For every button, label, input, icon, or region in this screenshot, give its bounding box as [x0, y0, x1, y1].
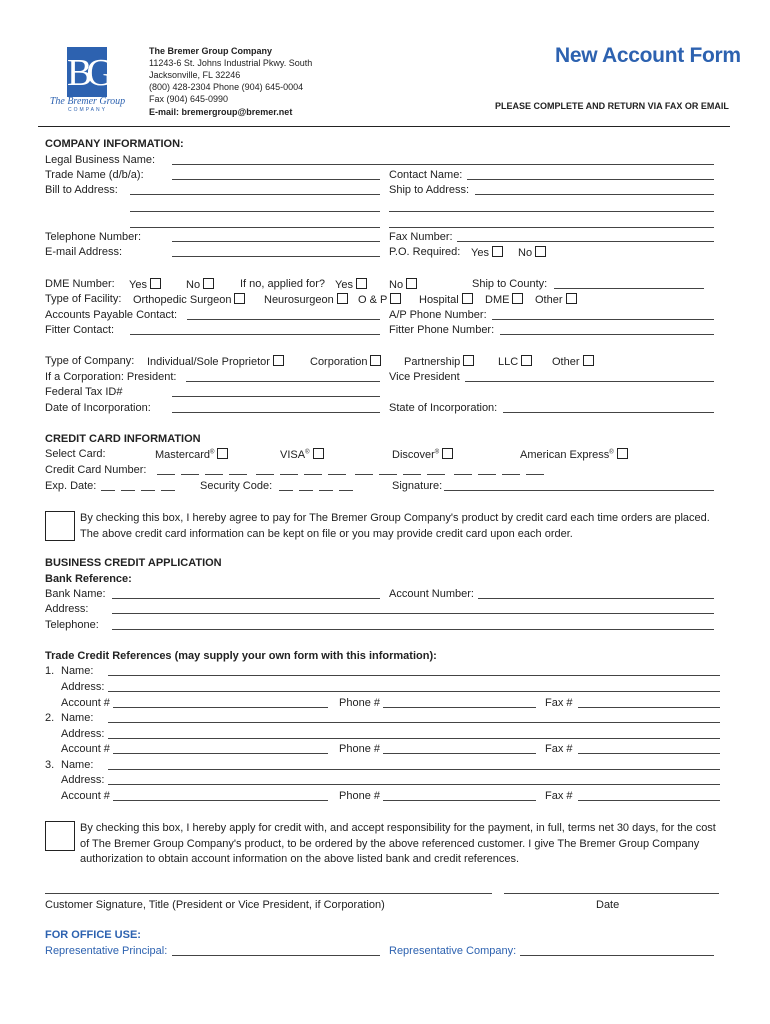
bank-telephone-field[interactable] — [112, 629, 714, 630]
card-discover-option[interactable] — [392, 448, 453, 461]
dme-no-checkbox[interactable] — [203, 278, 214, 289]
facility-neuro-checkbox[interactable] — [337, 293, 348, 304]
facility-op-checkbox[interactable] — [390, 293, 401, 304]
security-code-field[interactable] — [279, 482, 359, 494]
amex-checkbox[interactable] — [617, 448, 628, 459]
credit-card-heading: CREDIT CARD INFORMATION — [45, 433, 201, 445]
legal-name-field[interactable] — [172, 164, 714, 165]
incorporation-date-field[interactable] — [172, 412, 380, 413]
po-no-option[interactable] — [518, 246, 546, 259]
ref2-name-label: Name: — [61, 712, 94, 724]
form-title: New Account Form — [555, 44, 741, 67]
po-yes-option[interactable] — [471, 246, 503, 259]
facility-other-checkbox[interactable] — [566, 293, 577, 304]
po-yes-checkbox[interactable] — [492, 246, 503, 257]
business-credit-heading: BUSINESS CREDIT APPLICATION — [45, 557, 222, 569]
ref1-account-label: Account # — [61, 697, 110, 709]
applied-yes-option[interactable] — [335, 278, 367, 291]
rep-company-label: Representative Company: — [389, 945, 517, 957]
fitter-contact-field[interactable] — [130, 334, 380, 335]
logo-text: The Bremer Group — [49, 96, 126, 107]
card-mastercard-option[interactable] — [155, 448, 228, 461]
contact-name-label: Contact Name: — [389, 169, 463, 181]
ref3-account-label: Account # — [61, 790, 110, 802]
bank-name-label: Bank Name: — [45, 588, 106, 600]
trade-name-label: Trade Name (d/b/a): — [45, 169, 144, 181]
card-number-field[interactable] — [157, 466, 550, 478]
date-field[interactable] — [504, 893, 719, 894]
bill-to-field-3[interactable] — [130, 227, 380, 228]
vice-president-label: Vice President — [389, 371, 460, 383]
facility-other-label: Other — [535, 294, 563, 306]
ref2-phone-field[interactable] — [383, 753, 536, 754]
form-instruction: PLEASE COMPLETE AND RETURN VIA FAX OR EMAIL — [495, 101, 729, 111]
facility-dme-label: DME — [485, 294, 510, 306]
company-logo — [45, 47, 130, 115]
exp-date-field[interactable] — [101, 482, 181, 494]
ref3-name-label: Name: — [61, 759, 94, 771]
ref1-address-label: Address: — [61, 681, 105, 693]
president-label: If a Corporation: President: — [45, 371, 177, 383]
cc-signature-label: Signature: — [392, 480, 443, 492]
header-address-1: 11243-6 St. Johns Industrial Pkwy. South — [149, 58, 313, 68]
facility-op-label: O & P — [358, 294, 388, 306]
bank-telephone-label: Telephone: — [45, 619, 99, 631]
facility-dme-option[interactable] — [485, 293, 523, 306]
bill-to-label: Bill to Address: — [45, 184, 118, 196]
fax-field[interactable] — [457, 241, 714, 242]
type-sole-label: Individual/Sole Proprietor — [147, 356, 270, 368]
header-fax: Fax (904) 645-0990 — [149, 94, 229, 104]
bank-name-field[interactable] — [112, 598, 380, 599]
type-llc-label: LLC — [498, 356, 519, 368]
dme-no-label: No — [186, 279, 201, 291]
facility-neuro-option[interactable] — [264, 293, 348, 306]
header-company-name: The Bremer Group Company — [149, 46, 273, 56]
fitter-phone-field[interactable] — [500, 334, 714, 335]
telephone-field[interactable] — [172, 241, 380, 242]
discover-reg: ® — [434, 449, 440, 456]
card-number-label: Credit Card Number: — [45, 464, 147, 476]
trade-name-field[interactable] — [172, 179, 380, 180]
rep-principal-label: Representative Principal: — [45, 945, 168, 957]
visa-reg: ® — [305, 449, 310, 456]
po-no-checkbox[interactable] — [535, 246, 546, 257]
ref2-fax-label: Fax # — [545, 743, 573, 755]
date-label: Date — [596, 899, 620, 911]
tax-id-label: Federal Tax ID# — [45, 386, 123, 398]
president-field[interactable] — [186, 381, 380, 382]
logo-letters: BG — [67, 52, 108, 94]
facility-dme-checkbox[interactable] — [512, 293, 523, 304]
type-partnership-option[interactable] — [404, 355, 474, 368]
fax-label: Fax Number: — [389, 231, 453, 243]
select-card-label: Select Card: — [45, 448, 106, 460]
card-amex-option[interactable] — [520, 448, 628, 461]
ap-contact-field[interactable] — [187, 319, 380, 320]
ship-to-field-3[interactable] — [389, 227, 714, 228]
ref3-phone-field[interactable] — [383, 800, 536, 801]
mastercard-reg: ® — [210, 449, 215, 456]
type-other-option[interactable] — [552, 355, 594, 368]
applied-yes-checkbox[interactable] — [356, 278, 367, 289]
applied-for-label: If no, applied for? — [240, 278, 326, 290]
dme-yes-option[interactable] — [129, 278, 161, 291]
ref3-address-field[interactable] — [108, 784, 720, 785]
facility-op-option[interactable] — [358, 293, 401, 306]
credit-agreement-text: By checking this box, I hereby apply for credit with, and accept responsibility for the payment, in full, terms net 30 days, for the cost of The Bremer Group Company's product, to be ordered by the above referenced customer. I give The Bremer Group Company authorization to obtain account information on the above listed bank and credit references. — [80, 822, 716, 865]
account-number-label: Account Number: — [389, 588, 474, 600]
fitter-phone-label: Fitter Phone Number: — [389, 324, 495, 336]
ref1-phone-field[interactable] — [383, 707, 536, 708]
ref1-fax-label: Fax # — [545, 697, 573, 709]
ref2-fax-field[interactable] — [578, 753, 720, 754]
facility-hospital-option[interactable] — [419, 293, 473, 306]
type-sole-option[interactable] — [147, 355, 284, 368]
cc-signature-field[interactable] — [444, 490, 714, 491]
header-email: E-mail: bremergroup@bremer.net — [149, 107, 293, 117]
header-divider — [38, 126, 730, 127]
company-heading: COMPANY INFORMATION: — [45, 138, 184, 150]
po-yes-label: Yes — [471, 247, 489, 259]
ref3-number: 3. — [45, 759, 55, 771]
po-required-label: P.O. Required: — [389, 246, 461, 258]
visa-label: VISA — [280, 449, 306, 461]
bank-address-field[interactable] — [112, 613, 714, 614]
visa-checkbox[interactable] — [313, 448, 324, 459]
applied-no-checkbox[interactable] — [406, 278, 417, 289]
facility-label: Type of Facility: — [45, 293, 122, 305]
facility-ortho-label: Orthopedic Surgeon — [133, 294, 232, 306]
mastercard-checkbox[interactable] — [217, 448, 228, 459]
applied-yes-label: Yes — [335, 279, 353, 291]
fitter-contact-label: Fitter Contact: — [45, 324, 115, 336]
dme-no-option[interactable] — [186, 278, 214, 291]
ref3-name-field[interactable] — [108, 769, 720, 770]
ref2-account-label: Account # — [61, 743, 110, 755]
header-address-2: Jacksonville, FL 32246 — [149, 70, 241, 80]
ref3-fax-field[interactable] — [578, 800, 720, 801]
ref2-phone-label: Phone # — [339, 743, 380, 755]
ref1-address-field[interactable] — [108, 691, 720, 692]
type-partnership-label: Partnership — [404, 356, 461, 368]
customer-signature-field[interactable] — [45, 893, 492, 894]
type-sole-checkbox[interactable] — [273, 355, 284, 366]
discover-label: Discover — [392, 449, 435, 461]
logo-subtext: COMPANY — [68, 107, 107, 113]
legal-name-label: Legal Business Name: — [45, 154, 156, 166]
facility-ortho-option[interactable] — [133, 293, 245, 306]
rep-principal-field[interactable] — [172, 955, 380, 956]
card-visa-option[interactable] — [280, 448, 324, 461]
contact-name-field[interactable] — [467, 179, 714, 180]
tax-id-field[interactable] — [172, 396, 380, 397]
type-corporation-option[interactable] — [310, 355, 381, 368]
ref2-name-field[interactable] — [108, 722, 720, 723]
ref2-number: 2. — [45, 712, 55, 724]
ship-county-label: Ship to County: — [472, 278, 548, 290]
ap-phone-label: A/P Phone Number: — [389, 309, 487, 321]
discover-checkbox[interactable] — [442, 448, 453, 459]
cc-agreement-text: By checking this box, I hereby agree to pay for The Bremer Group Company's product by credit card each time orders are placed. The above credit card information can be kept on file or you may provide credit card upon each order. — [80, 512, 710, 540]
facility-ortho-checkbox[interactable] — [234, 293, 245, 304]
incorporation-state-field[interactable] — [503, 412, 714, 413]
type-partnership-checkbox[interactable] — [463, 355, 474, 366]
type-corporation-checkbox[interactable] — [370, 355, 381, 366]
type-corporation-label: Corporation — [310, 356, 368, 368]
security-code-label: Security Code: — [200, 480, 273, 492]
ref3-address-label: Address: — [61, 774, 105, 786]
facility-other-option[interactable] — [535, 293, 577, 306]
ref3-phone-label: Phone # — [339, 790, 380, 802]
ref1-name-label: Name: — [61, 665, 94, 677]
bank-reference-label: Bank Reference: — [45, 573, 132, 585]
account-number-field[interactable] — [478, 598, 714, 599]
rep-company-field[interactable] — [520, 955, 714, 956]
ship-to-label: Ship to Address: — [389, 184, 470, 196]
amex-label: American Express — [520, 449, 610, 461]
credit-agreement-checkbox[interactable] — [45, 821, 75, 851]
bill-to-field-2[interactable] — [130, 211, 380, 212]
cc-agreement-checkbox[interactable] — [45, 511, 75, 541]
ship-to-field-2[interactable] — [389, 211, 714, 212]
ref1-number: 1. — [45, 665, 55, 677]
facility-hospital-label: Hospital — [419, 294, 459, 306]
ref1-account-field[interactable] — [113, 707, 328, 708]
ship-to-field-1[interactable] — [475, 194, 714, 195]
telephone-label: Telephone Number: — [45, 231, 142, 243]
dme-yes-label: Yes — [129, 279, 147, 291]
ref2-address-field[interactable] — [108, 738, 720, 739]
email-label: E-mail Address: — [45, 246, 123, 258]
bank-address-label: Address: — [45, 603, 89, 615]
ref1-name-field[interactable] — [108, 675, 720, 676]
applied-no-label: No — [389, 279, 404, 291]
ref3-fax-label: Fax # — [545, 790, 573, 802]
ship-county-field[interactable] — [554, 288, 704, 289]
applied-no-option[interactable] — [389, 278, 417, 291]
ref3-account-field[interactable] — [113, 800, 328, 801]
dme-yes-checkbox[interactable] — [150, 278, 161, 289]
amex-reg: ® — [609, 449, 614, 456]
exp-date-label: Exp. Date: — [45, 480, 97, 492]
company-type-label: Type of Company: — [45, 355, 135, 367]
type-llc-option[interactable] — [498, 355, 532, 368]
customer-signature-label: Customer Signature, Title (President or Vice President, if Corporation) — [45, 899, 385, 911]
ref1-fax-field[interactable] — [578, 707, 720, 708]
trade-references-heading: Trade Credit References (may supply your own form with this information): — [45, 650, 437, 662]
ref1-phone-label: Phone # — [339, 697, 380, 709]
header-phone: (800) 428-2304 Phone (904) 645-0004 — [149, 82, 304, 92]
ap-phone-field[interactable] — [492, 319, 714, 320]
ap-contact-label: Accounts Payable Contact: — [45, 309, 178, 321]
vice-president-field[interactable] — [465, 381, 714, 382]
incorporation-state-label: State of Incorporation: — [389, 402, 498, 414]
office-use-heading: FOR OFFICE USE: — [45, 929, 141, 941]
dme-number-label: DME Number: — [45, 278, 115, 290]
type-other-checkbox[interactable] — [583, 355, 594, 366]
mastercard-label: Mastercard — [155, 449, 211, 461]
facility-hospital-checkbox[interactable] — [462, 293, 473, 304]
po-no-label: No — [518, 247, 533, 259]
type-other-label: Other — [552, 356, 580, 368]
ref2-account-field[interactable] — [113, 753, 328, 754]
incorporation-date-label: Date of Incorporation: — [45, 402, 151, 414]
facility-neuro-label: Neurosurgeon — [264, 294, 334, 306]
type-llc-checkbox[interactable] — [521, 355, 532, 366]
email-field[interactable] — [172, 256, 380, 257]
ref2-address-label: Address: — [61, 728, 105, 740]
bill-to-field-1[interactable] — [130, 194, 380, 195]
